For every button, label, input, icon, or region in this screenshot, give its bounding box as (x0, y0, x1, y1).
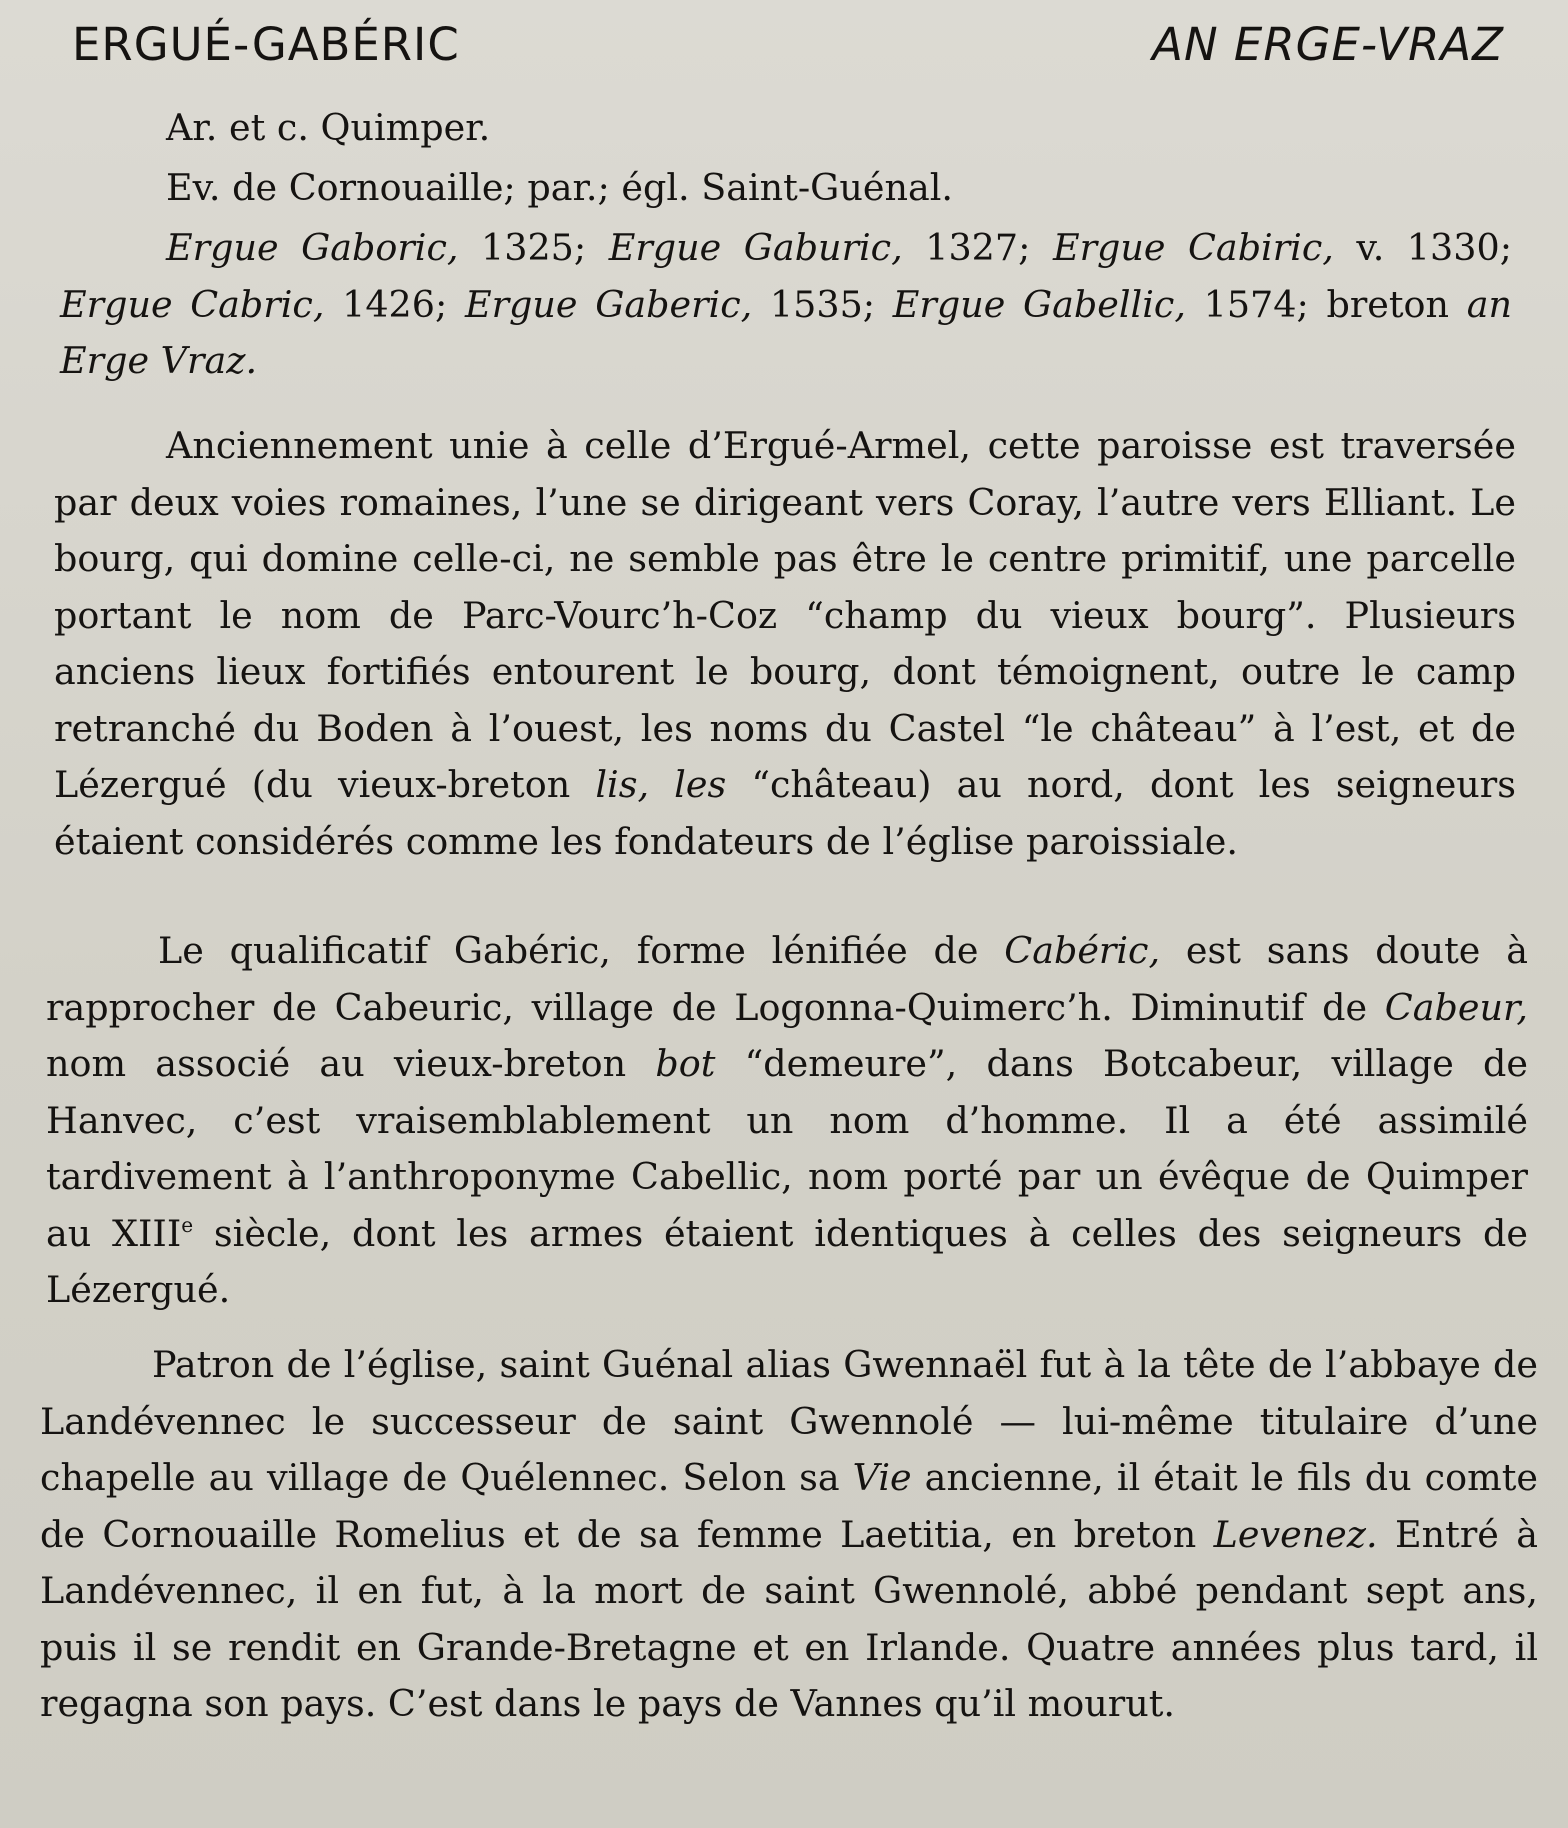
form-name: Ergue Cabric, (60, 282, 325, 326)
form-date: 1327; (902, 226, 1053, 269)
para2-text-d: “demeure”, dans Botcabeur, village de Hanvec, c’est vraisemblablement un nom d’homme. Il a été assimilé tardivement à l’anthroponyme Cabellic, nom porté par un évêque de Quimper au XIII (46, 1042, 1528, 1255)
form-name: Ergue Gabellic, (892, 282, 1186, 326)
form-name: Ergue Gaburic, (608, 226, 903, 269)
form-date: 1574; breton (1185, 282, 1467, 326)
form-name: Ergue Cabiric, (1052, 226, 1334, 269)
form-date: v. 1330; (1333, 226, 1512, 269)
para1-italic-a: lis, les (595, 763, 727, 806)
para2-text-c: nom associé au vieux-breton (46, 1042, 656, 1085)
para2-text-b: est sans doute à rapprocher de Cabeuric, village de Logonna-Quimerc’h. Diminutif de (46, 929, 1528, 1029)
breton-title: AN ERGE-VRAZ (1152, 18, 1504, 71)
para1-text-a: Anciennement unie à celle d’Ergué-Armel, cette paroisse est traversée par deux voies romaines, l’une se dirigeant vers Coray, l’autre vers Elliant. Le bourg, qui domine celle-ci, ne semble pas être le centre primitif, une parcelle portant le nom de Parc-Vourc’h-Coz “champ du vieux bourg”. Plusieurs anciens lieux fortifiés entourent le bourg, dont témoignent, outre le camp retranché du Boden à l’ouest, les noms du Castel “le château” à l’est, et de Lézergué (du vieux-breton (54, 424, 1516, 806)
para1-text-b: “château) au nord, dont les seigneurs étaient considérés comme les fondateurs de l’église paroissiale. (54, 763, 1516, 863)
para2-italic-a: Cabéric, (1004, 929, 1161, 972)
form-date: 1426; (324, 282, 465, 326)
para2-text-e: siècle, dont les armes étaient identiques à celles des seigneurs de Lézergué. (46, 1211, 1528, 1311)
para3-italic-b: Levenez. (1213, 1512, 1378, 1556)
paragraph-etymology (46, 923, 1528, 1319)
para3-italic-a: Vie (852, 1456, 912, 1499)
commune-title: ERGUÉ-GABÉRIC (72, 18, 460, 71)
breton-form: an Erge Vraz. (60, 282, 1512, 382)
para2-text-a: Le qualificatif Gabéric, forme lénifiée de (158, 929, 1005, 972)
paragraph-history (54, 418, 1516, 870)
para3-text-b: ancienne, il était le fils du comte de Cornouaille Romelius et de sa femme Laetitia, en breton (40, 1456, 1538, 1556)
paragraph-patron-saint (40, 1337, 1538, 1733)
form-date: 1535; (752, 282, 893, 326)
form-name: Ergue Gaberic, (464, 282, 753, 326)
para2-italic-c: bot (655, 1042, 716, 1085)
para2-italic-b: Cabeur, (1384, 985, 1528, 1029)
form-date: 1325; (458, 226, 609, 269)
diocese-line: Ev. de Cornouaille; par.; égl. Saint-Guénal. (166, 166, 953, 209)
historical-forms-paragraph (60, 220, 1512, 390)
page-header (72, 18, 1504, 88)
para3-text-a: Patron de l’église, saint Guénal alias Gwennaël fut à la tête de l’abbaye de Landévennec le successeur de saint Gwennolé — lui-même titulaire d’une chapelle au village de Quélennec. Selon sa (40, 1343, 1538, 1499)
superscript-e: e (181, 1212, 194, 1237)
arrondissement-line: Ar. et c. Quimper. (166, 106, 491, 149)
form-name: Ergue Gaboric, (166, 226, 459, 269)
para3-text-c: Entré à Landévennec, il en fut, à la mort de saint Gwennolé, abbé pendant sept ans, puis il se rendit en Grande-Bretagne et en Irlande. Quatre années plus tard, il regagna son pays. C’est dans le pays de Vannes qu’il mourut. (40, 1512, 1538, 1725)
